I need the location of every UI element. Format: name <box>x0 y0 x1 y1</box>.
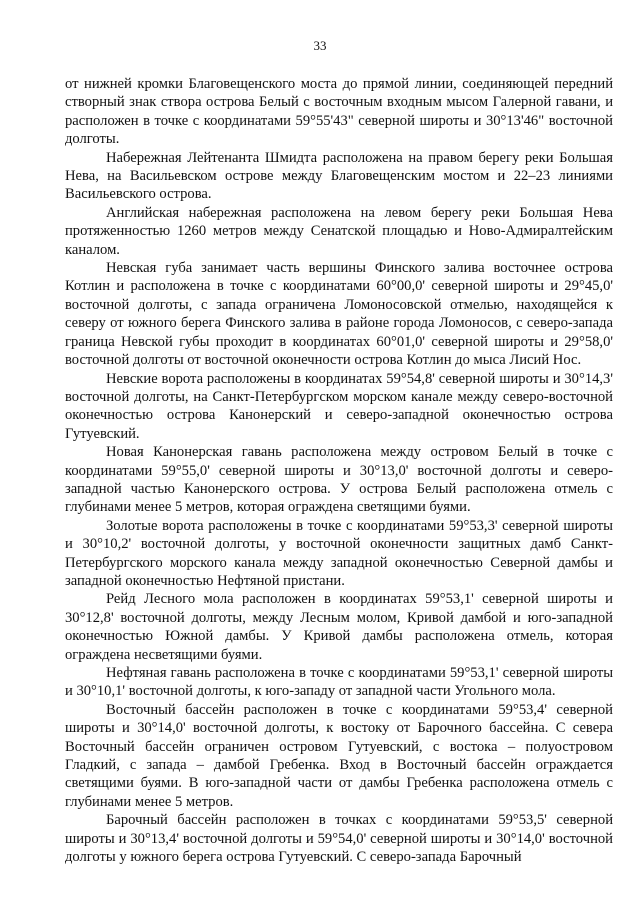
page-number: 33 <box>313 38 327 53</box>
paragraph-golden-gates: Золотые ворота расположены в точке с координатами 59°53,3' северной широты и 30°10,2' восточной долготы, у восточной оконечности защитных дамб Санкт-Петербургского морского канала между западной оконечностью Северной дамбы и западной оконечностью Нефтяной пристани. <box>65 517 613 589</box>
paragraph-english-embankment: Английская набережная расположена на левом берегу реки Большая Нева протяженностью 1260 метров между Сенатской площадью и Ново-Адмиралтейским каналом. <box>65 204 613 258</box>
paragraph-new-kanonerskaya-harbor: Новая Канонерская гавань расположена между островом Белый в точке с координатами 59°55,0' северной широты и 30°13,0' восточной долготы и северо-западной частью Канонерского острова. У острова Белый расположена отмель с глубинами менее 5 метров, которая ограждена светящими буями. <box>65 444 613 516</box>
document-body <box>65 75 613 866</box>
paragraph-neva-gates: Невские ворота расположены в координатах 59°54,8' северной широты и 30°14,3' восточной долготы, на Санкт-Петербургском морском канале между северо-восточной оконечностью острова Канонерский и северо-западной оконечностью острова Гутуевский. <box>65 370 613 442</box>
paragraph-schmidt-embankment: Набережная Лейтенанта Шмидта расположена на правом берегу реки Большая Нева, на Васильевском острове между Благовещенским мостом и 22–23 линиями Васильевского острова. <box>65 149 613 203</box>
paragraph-oil-harbor: Нефтяная гавань расположена в точке с координатами 59°53,1' северной широты и 30°10,1' восточной долготы, к юго-западу от западной части Угольного мола. <box>65 665 613 700</box>
paragraph-eastern-basin: Восточный бассейн расположен в точке с координатами 59°53,4' северной широты и 30°14,0' восточной долготы, к востоку от Барочного бассейна. С севера Восточный бассейн ограничен островом Гутуевский, с востока – полуостровом Гладкий, с запада – дамбой Гребенка. Вход в Восточный бассейн ограждается светящими буями. В юго-западной части от дамбы Гребенка расположена отмель с глубинами менее 5 метров. <box>65 701 613 810</box>
paragraph-bridge-continuation: от нижней кромки Благовещенского моста до прямой линии, соединяющей передний створный знак створа острова Белый с восточным входным мысом Галерной гавани, и расположен в точке с координатами 59°55'43" северной широты и 30°13'46" восточной долготы. <box>65 76 613 148</box>
paragraph-barge-basin: Барочный бассейн расположен в точках с координатами 59°53,5' северной широты и 30°13,4' восточной долготы и 59°54,0' северной широты и 30°14,0' восточной долготы у южного берега острова Гутуевский. С северо-запада Барочный <box>65 812 613 866</box>
paragraph-lesnoy-mole-roadstead: Рейд Лесного мола расположен в координатах 59°53,1' северной широты и 30°12,8' восточной долготы, между Лесным молом, Кривой дамбой и юго-западной оконечностью Южной дамбы. У Кривой дамбы расположена отмель, которая ограждена несветящими буями. <box>65 591 613 663</box>
paragraph-neva-bay: Невская губа занимает часть вершины Финского залива восточнее острова Котлин и расположена в точке с координатами 60°00,0' северной широты и 29°45,0' восточной долготы, с запада ограничена Ломоносовской отмелью, находящейся к северу от южного берега Финского залива в районе города Ломоносов, с северо-запада граница Невской губы проходит в координатах 60°01,0' северной широты и 29°58,0' восточной долготы от восточной оконечности острова Котлин до мыса Лисий Нос. <box>65 260 613 369</box>
